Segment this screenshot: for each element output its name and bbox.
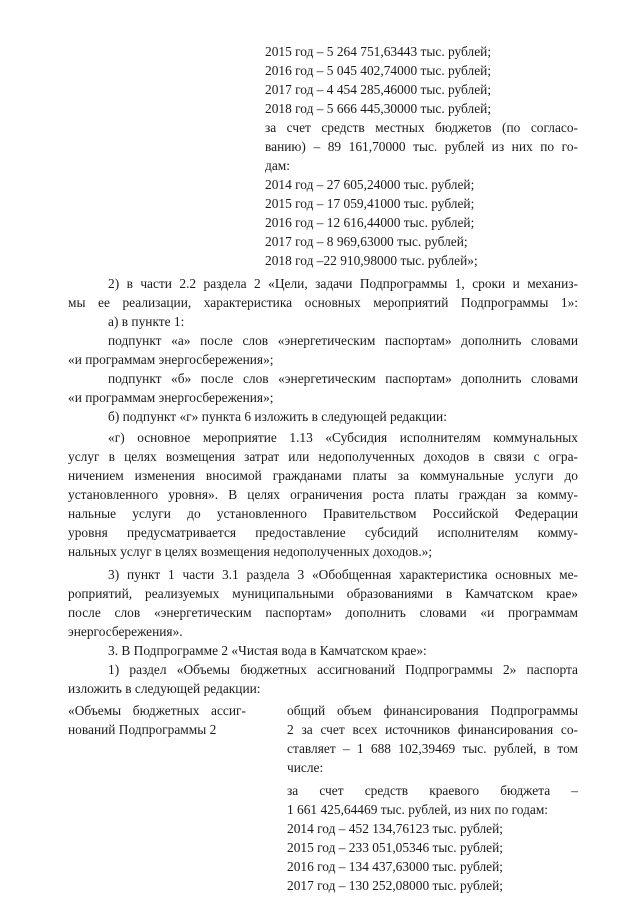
paragraph-line: подпункт «б» после слов «энергетическим паспортам» дополнить словами <box>108 371 578 386</box>
section-heading: 3. В Подпрограмме 2 «Чистая вода в Камчатском крае»: <box>108 643 427 658</box>
paragraph-line: «г) основное мероприятие 1.13 «Субсидия исполнителям коммунальных <box>108 430 578 445</box>
paragraph-line: установленного уровня». В целях ограничения роста платы граждан за комму- <box>68 487 578 502</box>
table-right-cell-line: 1 661 425,64469 тыс. рублей, из них по годам: <box>287 802 549 817</box>
paragraph-line: уровня предусматривается предоставление субсидий исполнителям комму- <box>68 525 578 540</box>
paragraph-line: энергосбережения». <box>68 624 183 639</box>
funding-line: 2016 год – 12 616,44000 тыс. рублей; <box>265 215 475 230</box>
paragraph-line: нальные услуги до установленного Правительством Российской Федерации <box>68 506 578 521</box>
table-right-cell-line: общий объем финансирования Подпрограммы <box>287 703 578 718</box>
table-right-cell-line: 2017 год – 130 252,08000 тыс. рублей; <box>287 878 504 893</box>
table-right-cell-line: за счет средств краевого бюджета – <box>287 783 578 798</box>
table-right-cell-line: ставляет – 1 688 102,39469 тыс. рублей, в том <box>287 741 578 756</box>
table-right-cell-line: числе: <box>287 760 324 775</box>
funding-line: 2016 год – 5 045 402,74000 тыс. рублей; <box>265 63 492 78</box>
paragraph-line: «и программам энергосбережения»; <box>68 390 274 405</box>
funding-line: ванию) – 89 161,70000 тыс. рублей из них по го- <box>265 139 578 154</box>
paragraph-line: б) подпункт «г» пункта 6 изложить в следующей редакции: <box>108 409 447 424</box>
funding-line: 2017 год – 4 454 285,46000 тыс. рублей; <box>265 82 492 97</box>
paragraph-line: нальных услуг в целях возмещения недополученных доходов.»; <box>68 544 433 559</box>
paragraph-line: подпункт «а» после слов «энергетическим паспортам» дополнить словами <box>108 333 578 348</box>
table-right-cell-line: 2 за счет всех источников финансирования со- <box>287 722 578 737</box>
table-right-cell-line: 2015 год – 233 051,05346 тыс. рублей; <box>287 840 504 855</box>
table-left-cell-line: «Объемы бюджетных ассиг- <box>68 703 246 718</box>
paragraph-line: изложить в следующей редакции: <box>68 681 261 696</box>
funding-line: 2017 год – 8 969,63000 тыс. рублей; <box>265 234 468 249</box>
paragraph-line: 2) в части 2.2 раздела 2 «Цели, задачи Подпрограммы 1, сроки и механиз- <box>108 276 578 291</box>
paragraph-line: услуг в целях возмещения затрат или недополученных доходов в связи с огра- <box>68 449 578 464</box>
table-right-cell-line: 2014 год – 452 134,76123 тыс. рублей; <box>287 821 504 836</box>
funding-line: 2015 год – 5 264 751,63443 тыс. рублей; <box>265 44 492 59</box>
funding-line: 2015 год – 17 059,41000 тыс. рублей; <box>265 196 475 211</box>
paragraph-line: мы ее реализации, характеристика основных мероприятий Подпрограммы 1»: <box>68 295 578 310</box>
funding-line: дам: <box>265 158 290 173</box>
funding-line: 2018 год –22 910,98000 тыс. рублей»; <box>265 253 478 268</box>
paragraph-line: «и программам энергосбережения»; <box>68 352 274 367</box>
funding-line: 2014 год – 27 605,24000 тыс. рублей; <box>265 177 475 192</box>
table-left-cell-line: нований Подпрограммы 2 <box>68 722 217 737</box>
table-right-cell-line: 2016 год – 134 437,63000 тыс. рублей; <box>287 859 504 874</box>
paragraph-line: 1) раздел «Объемы бюджетных ассигнований Подпрограммы 2» паспорта <box>108 662 578 677</box>
paragraph-line: 3) пункт 1 части 3.1 раздела 3 «Обобщенная характеристика основных ме- <box>108 567 578 582</box>
paragraph-line: роприятий, реализуемых муниципальными образованиями в Камчатском крае» <box>68 586 578 601</box>
funding-line: 2018 год – 5 666 445,30000 тыс. рублей; <box>265 101 492 116</box>
paragraph-line: ничением изменения вносимой гражданами платы за коммунальные услуги до <box>68 468 578 483</box>
funding-line: за счет средств местных бюджетов (по согласо- <box>265 120 578 135</box>
paragraph-line: после слов «энергетическим паспортам» дополнить словами «и программам <box>68 605 578 620</box>
paragraph-line: а) в пункте 1: <box>108 314 185 329</box>
